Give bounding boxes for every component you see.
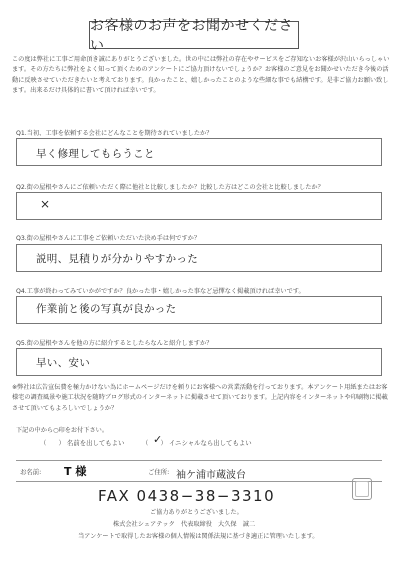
address-label: ご住所: [148,468,170,476]
answer-2-text: × [40,197,51,211]
check-mark-icon: ✓ [153,433,163,446]
answer-2-box[interactable] [16,192,382,220]
answer-1-text: 早く修理してもらうこと [36,148,155,160]
page-title [89,18,299,54]
company-text: 株式会社シェアテック 代表取締役 大久保 誠二 [113,521,256,528]
title-text: お客様のお声をお聞かせください [90,18,293,54]
question-4-label: Q4.工事が終わってみていかがですか？良かった事・嬉しかった事など忌憚なく掲載頂ければ幸いです。 [16,288,305,295]
answer-5-text: 早い、安い [36,357,90,369]
open-paren: （ [40,439,47,447]
publication-consent-text: ※弊社は広告宣伝費を極力かけない為にホームページだけを頼りにお客様への営業活動を行っております。本アンケート用紙またはお客様宅の調査風景や施工状況を随時ブログ形式のインターネットに掲載させて頂いております。上記内容をインターネットや印刷物に掲載させて頂いてもよろしいでしょうか？ [12,384,388,412]
close-paren: ） [160,439,167,447]
question-3-label: Q3.街の屋根やさんに工事をご依頼いただいた決め手は何ですか？ [16,235,201,242]
thanks-text: ご協力ありがとうございました。 [150,509,243,516]
fax-number: FAX 0438−38−3310 [98,487,276,505]
seal-stamp-text [355,481,369,497]
intro-text: この度は弊社に工事ご用命頂き誠にありがとうございました。世の中には弊社の存在やサービスをご存知ないお客様が沢山いらっしゃいます。その方たちに弊社をよく知って頂くためのアンケートにご協力頂けないでしょうか？お客様のご意見をお聞かせいただき今後の活動に反映させていただきたいと考えております。良かったこと、嬉しかったことのような些細な事でも結構です。是非ご協力お願い致します。出来るだけ具体的に書いて頂ければ幸いです。 [12,56,390,94]
open-paren: （ [142,439,149,447]
answer-3-text: 説明、見積りが分かりやすかった [36,253,198,265]
option-initial-label: イニシャルなら出してもよい [168,439,252,447]
option-full-name[interactable] [40,438,124,447]
address-value: 袖ケ浦市蔵波台 [176,470,246,481]
answer-4-text: 作業前と後の写真が良かった [36,303,177,315]
privacy-text: 当アンケートで取得したお客様の個人情報は関係法規に基づき適正に管理いたします。 [78,533,319,540]
name-value: T 様 [64,465,87,478]
question-1-label: Q1.当初、工事を依頼する会社にどんなことを期待されていましたか？ [16,130,213,137]
name-label: お名前: [20,468,42,476]
seal-stamp [352,478,372,500]
instruction-text: 下記の中から○印をお付下さい。 [16,427,109,434]
question-2-label: Q2.街の屋根やさんにご依頼いただく際に他社と比較しましたか？比較した方はどこの会社と比較しましたか？ [16,184,324,191]
option-full-name-label: 名前を出してもよい [66,439,125,447]
close-paren: ） [58,439,65,447]
question-5-label: Q5.街の屋根やさんを他の方に紹介するとしたらなんと紹介しますか？ [16,340,213,347]
